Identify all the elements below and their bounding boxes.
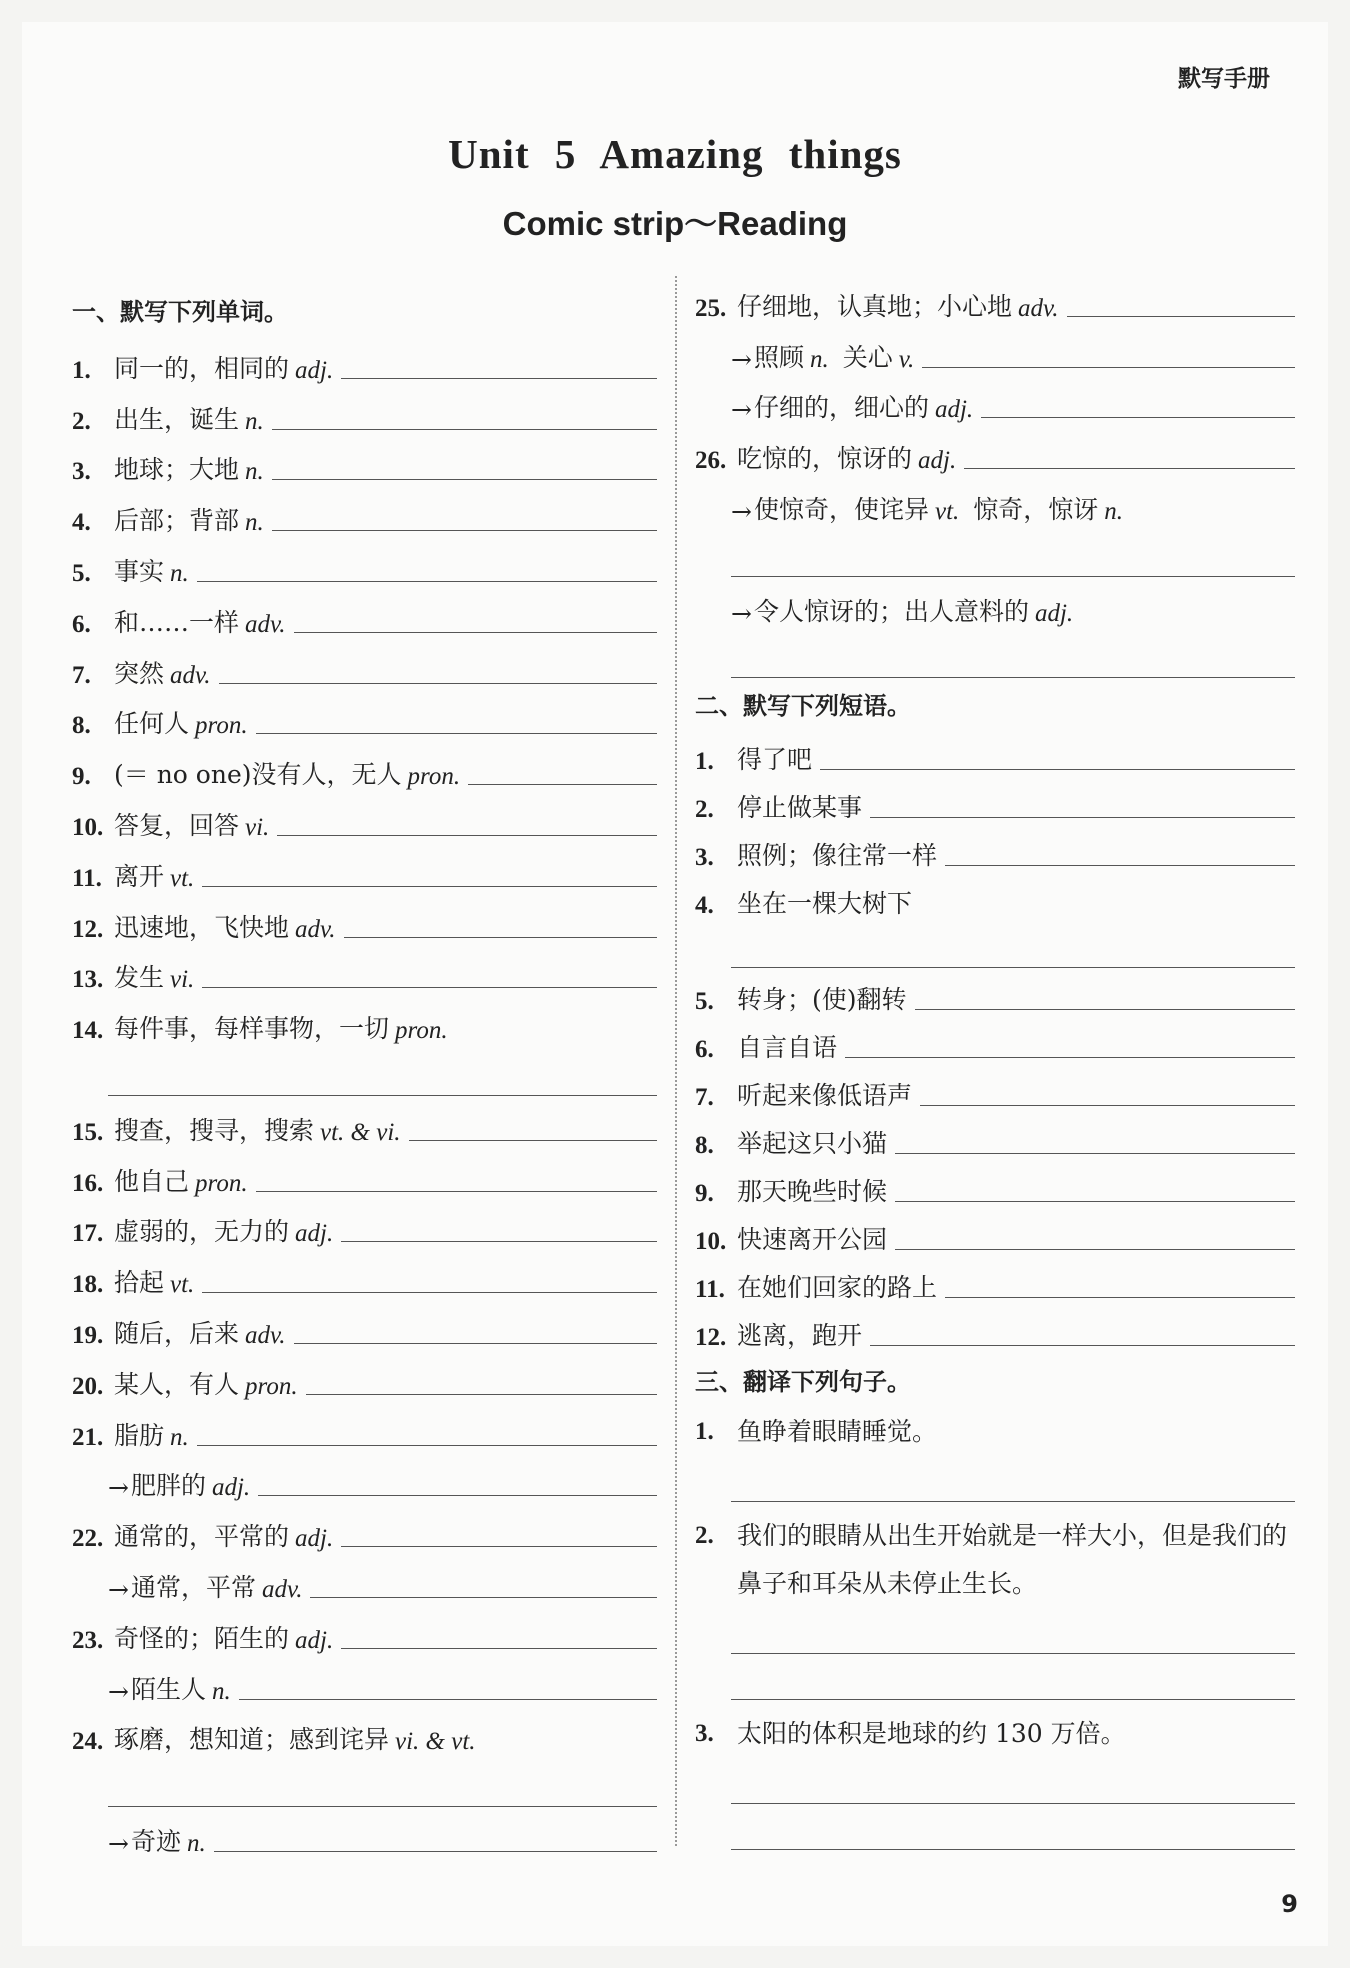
item-prompt: 脂肪 (114, 1420, 165, 1450)
item-number: 16. (72, 1169, 104, 1197)
part-of-speech: v. (898, 345, 915, 373)
answer-blank[interactable] (731, 1608, 1295, 1654)
word-item (72, 639, 657, 690)
phrase-item (695, 968, 1295, 1016)
item-prompt: 发生 (114, 963, 165, 993)
part-of-speech: n. (211, 1677, 231, 1705)
answer-blank[interactable] (964, 468, 1295, 469)
part-of-speech: vi. (170, 966, 195, 994)
answer-blank[interactable] (108, 1045, 657, 1096)
item-number: 15. (72, 1118, 104, 1146)
sentence-text: 太阳的体积是地球的约 130 万倍。 (737, 1719, 1126, 1749)
word-item (72, 842, 657, 893)
word-item (72, 1604, 657, 1655)
answer-blank[interactable] (202, 886, 657, 887)
item-prompt: 惊奇，惊讶 (973, 494, 1099, 524)
item-number: 11. (695, 1276, 725, 1304)
item-number: 25. (695, 294, 727, 322)
item-prompt: 搜查，搜寻，搜索 (114, 1115, 315, 1145)
item-prompt: 和……一样 (114, 607, 240, 637)
item-prompt: 转身；(使)翻转 (737, 985, 907, 1015)
item-prompt: 举起这只小猫 (737, 1129, 888, 1159)
word-item (72, 893, 657, 944)
answer-blank[interactable] (277, 835, 657, 836)
item-number: 9. (72, 763, 91, 791)
part-of-speech: adv. (245, 610, 286, 638)
arrow-icon: → (731, 395, 752, 425)
part-of-speech: n. (170, 559, 189, 587)
derived-word-item (695, 475, 1295, 526)
item-prompt: 陌生人 (130, 1674, 206, 1704)
word-item (72, 385, 657, 436)
answer-blank[interactable] (845, 1057, 1295, 1058)
answer-blank[interactable] (895, 1153, 1295, 1154)
item-number: 8. (72, 712, 91, 740)
item-prompt: 肥胖的 (130, 1471, 206, 1501)
answer-blank[interactable] (1067, 316, 1295, 317)
item-number: 10. (695, 1228, 727, 1256)
item-prompt: 在她们回家的路上 (737, 1273, 938, 1303)
answer-blank[interactable] (731, 1456, 1295, 1502)
answer-blank[interactable] (341, 378, 657, 379)
derived-word-item (72, 1452, 657, 1503)
answer-blank[interactable] (820, 769, 1295, 770)
arrow-icon: → (731, 344, 752, 374)
part-of-speech: adv. (295, 915, 336, 943)
item-prompt: 坐在一棵大树下 (737, 889, 913, 919)
item-number: 3. (695, 844, 714, 872)
item-prompt: 照例；像往常一样 (737, 841, 938, 871)
item-number: 17. (72, 1220, 104, 1248)
item-number: 5. (72, 559, 91, 587)
column-divider (675, 276, 677, 1846)
part-of-speech: n. (186, 1829, 206, 1857)
arrow-icon: → (108, 1676, 129, 1706)
item-number: 1. (695, 748, 714, 776)
item-number: 14. (72, 1017, 104, 1045)
answer-blank[interactable] (344, 937, 657, 938)
arrow-icon: → (731, 496, 752, 526)
item-number: 1. (695, 1418, 714, 1446)
derived-word-item (695, 374, 1295, 425)
derived-word-item (72, 1807, 657, 1858)
phrase-item (695, 1064, 1295, 1112)
sentence-text: 鱼睁着眼睛睡觉。 (737, 1417, 938, 1447)
part-of-speech: adj. (918, 447, 957, 475)
workbook-page (22, 22, 1328, 1946)
item-number: 12. (72, 915, 104, 943)
answer-blank[interactable] (272, 479, 657, 480)
word-item (72, 588, 657, 639)
item-number: 7. (72, 661, 91, 689)
answer-blank[interactable] (731, 1804, 1295, 1850)
answer-blank[interactable] (197, 1445, 657, 1446)
word-item (72, 436, 657, 487)
answer-blank[interactable] (294, 632, 657, 633)
part-of-speech: adj. (934, 396, 974, 424)
arrow-icon: → (108, 1473, 129, 1503)
answer-blank[interactable] (197, 581, 657, 582)
answer-blank[interactable] (272, 429, 657, 430)
word-item (72, 537, 657, 588)
item-prompt: 使惊奇，使诧异 (753, 494, 929, 524)
answer-blank[interactable] (409, 1140, 657, 1141)
part-of-speech: pron. (395, 1017, 448, 1045)
right-column (695, 272, 1295, 1850)
item-prompt: 得了吧 (737, 745, 813, 775)
answer-blank[interactable] (258, 1495, 657, 1496)
answer-blank[interactable] (108, 1756, 657, 1807)
item-prompt: 地球；大地 (114, 455, 240, 485)
item-number: 22. (72, 1525, 104, 1553)
item-number: 8. (695, 1132, 714, 1160)
part-of-speech: n. (1104, 497, 1124, 525)
word-item (695, 272, 1295, 323)
answer-blank[interactable] (310, 1597, 657, 1598)
item-prompt: 每件事，每样事物，一切 (114, 1014, 390, 1044)
item-number: 6. (695, 1036, 714, 1064)
item-prompt: 某人，有人 (114, 1369, 240, 1399)
part-of-speech: adv. (245, 1321, 286, 1349)
item-prompt: (＝ no one)没有人，无人 (114, 760, 402, 790)
answer-blank[interactable] (202, 987, 657, 988)
sentence-item (695, 1710, 1295, 1758)
item-prompt: 奇迹 (130, 1826, 181, 1856)
phrase-item (695, 1016, 1295, 1064)
phrase-item (695, 1112, 1295, 1160)
section-heading: 一、默写下列单词。 (72, 298, 288, 326)
part-of-speech: vt. & vi. (320, 1118, 401, 1146)
sentence-text: 我们的眼睛从出生开始就是一样大小，但是我们的鼻子和耳朵从未停止生长。 (737, 1521, 1288, 1599)
item-prompt: 突然 (114, 658, 165, 688)
item-prompt: 离开 (114, 861, 165, 891)
item-prompt: 听起来像低语声 (737, 1081, 913, 1111)
item-number: 2. (695, 796, 714, 824)
part-of-speech: n. (809, 345, 829, 373)
item-prompt: 答复，回答 (114, 810, 240, 840)
answer-blank[interactable] (870, 1345, 1295, 1346)
word-item (72, 334, 657, 385)
item-number: 18. (72, 1271, 104, 1299)
answer-blank[interactable] (731, 628, 1295, 679)
word-item (72, 1299, 657, 1350)
part-of-speech: n. (245, 458, 264, 486)
word-item (72, 944, 657, 995)
item-prompt: 仔细地，认真地；小心地 (737, 291, 1013, 321)
item-number: 13. (72, 966, 104, 994)
item-prompt: 出生，诞生 (114, 404, 240, 434)
part-of-speech: adj. (295, 1626, 334, 1654)
item-prompt: 那天晚些时候 (737, 1177, 888, 1207)
part-of-speech: n. (245, 509, 264, 537)
item-prompt: 停止做某事 (737, 793, 863, 823)
item-prompt: 虚弱的，无力的 (114, 1217, 290, 1247)
answer-blank[interactable] (920, 1105, 1295, 1106)
part-of-speech: adj. (295, 1220, 334, 1248)
item-prompt: 仔细的，细心的 (753, 393, 929, 423)
part-of-speech: adv. (1018, 294, 1059, 322)
part-of-speech: n. (170, 1423, 189, 1451)
phrase-item (695, 728, 1295, 776)
word-item (72, 1198, 657, 1249)
item-number: 20. (72, 1372, 104, 1400)
item-prompt: 通常，平常 (130, 1572, 256, 1602)
answer-blank[interactable] (731, 1654, 1295, 1700)
answer-blank[interactable] (895, 1249, 1295, 1250)
answer-blank[interactable] (219, 683, 657, 684)
part-of-speech: adv. (261, 1575, 303, 1603)
part-of-speech: vt. (934, 497, 960, 525)
item-prompt: 逃离，跑开 (737, 1321, 863, 1351)
item-prompt: 快速离开公园 (737, 1225, 888, 1255)
part-of-speech: pron. (195, 1169, 248, 1197)
answer-blank[interactable] (945, 865, 1295, 866)
left-column (72, 290, 657, 1858)
part-of-speech: adj. (295, 356, 334, 384)
lesson-subtitle: Comic strip～Reading (502, 205, 848, 242)
word-item (72, 740, 657, 791)
item-prompt: 自言自语 (737, 1033, 838, 1063)
phrase-item (695, 1304, 1295, 1352)
item-number: 10. (72, 813, 104, 841)
answer-blank[interactable] (341, 1648, 657, 1649)
answer-blank[interactable] (341, 1546, 657, 1547)
item-number: 12. (695, 1324, 727, 1352)
phrase-item (695, 1160, 1295, 1208)
answer-blank[interactable] (214, 1851, 657, 1852)
phrase-item (695, 1208, 1295, 1256)
item-number: 2. (695, 1522, 714, 1550)
item-prompt: 令人惊讶的；出人意料的 (753, 596, 1029, 626)
answer-blank[interactable] (945, 1297, 1295, 1298)
phrase-item (695, 1256, 1295, 1304)
item-prompt: 通常的，平常的 (114, 1522, 290, 1552)
item-prompt: 奇怪的；陌生的 (114, 1623, 290, 1653)
item-prompt: 照顾 (753, 342, 804, 372)
part-of-speech: adj. (211, 1474, 251, 1502)
item-prompt: 任何人 (114, 709, 190, 739)
word-item (695, 424, 1295, 475)
arrow-icon: → (731, 598, 752, 628)
part-of-speech: adj. (295, 1525, 334, 1553)
arrow-icon: → (108, 1574, 129, 1604)
item-number: 7. (695, 1084, 714, 1112)
answer-blank[interactable] (731, 526, 1295, 577)
derived-word-item (695, 323, 1295, 374)
answer-blank[interactable] (870, 817, 1295, 818)
word-item (72, 1096, 657, 1147)
word-item (72, 1350, 657, 1401)
part-of-speech: vt. (170, 864, 195, 892)
answer-blank[interactable] (294, 1343, 657, 1344)
item-number: 6. (72, 610, 91, 638)
header-label: 默写手册 (1178, 66, 1270, 92)
derived-word-item (72, 1553, 657, 1604)
part-of-speech: vt. (170, 1271, 195, 1299)
item-number: 4. (695, 892, 714, 920)
item-prompt: 迅速地，飞快地 (114, 912, 290, 942)
part-of-speech: vi. (245, 813, 270, 841)
item-number: 21. (72, 1423, 104, 1451)
answer-blank[interactable] (306, 1394, 657, 1395)
word-item (72, 791, 657, 842)
item-number: 3. (72, 458, 91, 486)
word-item (72, 1401, 657, 1452)
item-prompt: 随后，后来 (114, 1318, 240, 1348)
item-prompt: 同一的，相同的 (114, 353, 290, 383)
item-prompt: 拾起 (114, 1268, 165, 1298)
item-number: 2. (72, 407, 91, 435)
phrase-item (695, 824, 1295, 872)
item-number: 19. (72, 1321, 104, 1349)
answer-blank[interactable] (341, 1241, 657, 1242)
word-item (72, 1248, 657, 1299)
part-of-speech: pron. (195, 712, 248, 740)
answer-blank[interactable] (468, 784, 657, 785)
answer-blank[interactable] (256, 733, 657, 734)
part-of-speech: vi. & vt. (395, 1728, 476, 1756)
part-of-speech: pron. (407, 763, 461, 791)
item-number: 26. (695, 447, 727, 475)
item-prompt: 他自己 (114, 1166, 190, 1196)
answer-blank[interactable] (895, 1201, 1295, 1202)
word-item (72, 1502, 657, 1553)
word-item (72, 486, 657, 537)
item-prompt: 事实 (114, 556, 165, 586)
word-item (72, 1147, 657, 1198)
phrase-item (695, 872, 1295, 920)
item-number: 11. (72, 864, 102, 892)
answer-blank[interactable] (731, 920, 1295, 968)
answer-blank[interactable] (202, 1292, 657, 1293)
part-of-speech: adj. (1034, 599, 1074, 627)
part-of-speech: n. (245, 407, 264, 435)
item-number: 4. (72, 509, 91, 537)
item-prompt: 琢磨，想知道；感到诧异 (114, 1725, 390, 1755)
item-number: 23. (72, 1626, 104, 1654)
arrow-icon: → (108, 1828, 129, 1858)
part-of-speech: adv. (170, 661, 211, 689)
word-item (72, 994, 657, 1045)
item-prompt: 吃惊的，惊讶的 (737, 444, 913, 474)
answer-blank[interactable] (272, 530, 657, 531)
item-number: 1. (72, 356, 91, 384)
page-number: 9 (1281, 1890, 1298, 1918)
part-of-speech: pron. (245, 1372, 298, 1400)
item-prompt: 关心 (842, 342, 893, 372)
sentence-item (695, 1512, 1295, 1608)
answer-blank[interactable] (922, 367, 1295, 368)
unit-title: Unit 5 Amazing things (448, 131, 902, 177)
sentence-item (695, 1408, 1295, 1456)
derived-word-item (695, 577, 1295, 628)
phrase-item (695, 776, 1295, 824)
section-heading: 二、默写下列短语。 (695, 692, 911, 721)
answer-blank[interactable] (239, 1699, 657, 1700)
item-number: 24. (72, 1728, 104, 1756)
item-number: 3. (695, 1720, 714, 1748)
answer-blank[interactable] (731, 1758, 1295, 1804)
word-item (72, 1706, 657, 1757)
answer-blank[interactable] (256, 1191, 657, 1192)
item-number: 9. (695, 1180, 714, 1208)
answer-blank[interactable] (915, 1009, 1295, 1010)
derived-word-item (72, 1655, 657, 1706)
word-item (72, 690, 657, 741)
item-prompt: 后部；背部 (114, 506, 240, 536)
answer-blank[interactable] (981, 417, 1295, 418)
item-number: 5. (695, 988, 714, 1016)
section-heading: 三、翻译下列句子。 (695, 1368, 911, 1397)
